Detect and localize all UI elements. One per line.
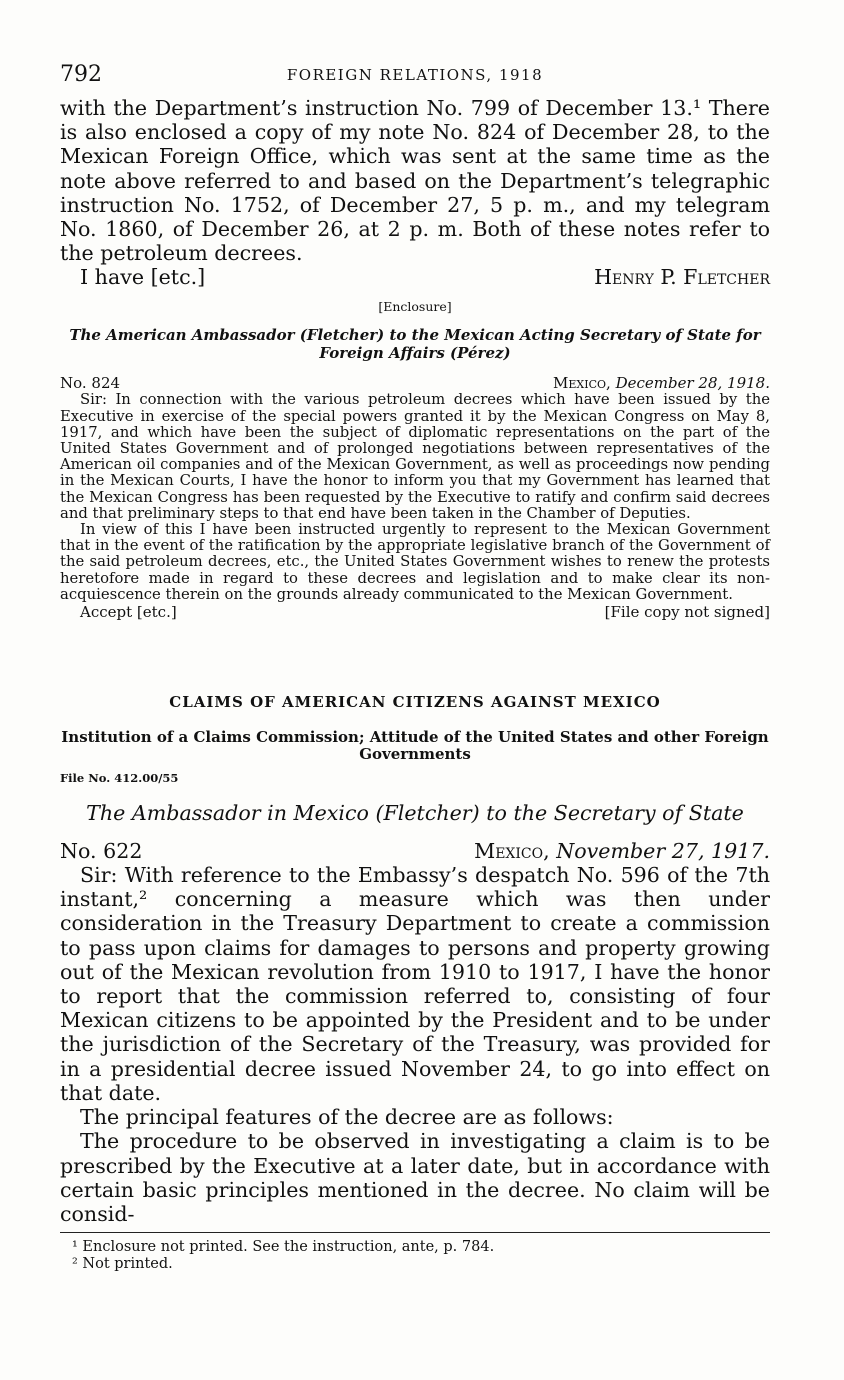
enclosure-paragraph-2: In view of this I have been instructed urgently to represent to the Mexican Government that in the event of the ratification by the appropriate legislative branch of the Government of the said petroleum decrees, etc., the United States Government wishes to renew the protests heretofore made in regard to these decrees and legislation and to make clear its non-acquiescence therein on the grounds already communicated to the Mexican Government.	[60, 521, 770, 603]
enclosure-signoff	[60, 603, 770, 621]
file-number: File No. 412.00/55	[60, 771, 179, 786]
letter2-paragraph-1: Sir: With reference to the Embassy’s despatch No. 596 of the 7th instant,² concerning a measure which was then under consideration in the Treasury Department to create a commission to pass upon claims for damages to persons and property growing out of the Mexican revolution from 1910 to 1917, I have the honor to report that the commission referred to, consisting of four Mexican citizens to be appointed by the President and to be under the jurisdiction of the Secretary of the Treasury, was provided for in a presidential decree issued November 24, to go into effect on that date.	[60, 863, 770, 1105]
letter2-paragraph-2: The principal features of the decree are as follows:	[80, 1105, 614, 1130]
footnotes	[60, 1239, 770, 1273]
running-head: FOREIGN RELATIONS, 1918	[286, 66, 544, 84]
letter1-paragraph: with the Department’s instruction No. 799 of December 13.¹ There is also enclosed a copy of my note No. 824 of December 28, to the Mexican Foreign Office, which was sent at the same time as the note above referred to and based on the Department’s telegraphic instruction No. 1752, of December 27, 5 p. m., and my telegram No. 1860, of December 26, at 2 p. m. Both of these notes refer to the petroleum decrees.	[60, 96, 770, 266]
enclosure-label: [Enclosure]	[378, 299, 452, 315]
section-subheading: Institution of a Claims Commission; Attitude of the United States and other Foreign Governments	[61, 728, 769, 764]
letter2-body	[60, 863, 770, 1226]
letter2-place: Mexico,	[474, 839, 550, 864]
enclosure-date: December 28, 1918.	[615, 374, 770, 393]
letter2-paragraph-3: The procedure to be observed in investigating a claim is to be prescribed by the Executive at a later date, but in accordance with certain basic principles mentioned in the decree. No claim will be consid-	[60, 1129, 770, 1226]
letter2-date: November 27, 1917.	[556, 839, 770, 864]
footnote-2: ² Not printed.	[72, 1256, 173, 1273]
letter1	[60, 96, 770, 265]
page	[60, 62, 770, 1273]
enclosure-note: [File copy not signed]	[604, 603, 770, 622]
enclosure-dateline	[60, 374, 770, 392]
letter1-closing: I have [etc.]	[80, 265, 206, 290]
page-header	[60, 62, 770, 96]
enclosure-number: No. 824	[60, 374, 121, 393]
enclosure-place: Mexico,	[553, 374, 611, 393]
enclosure-paragraph-1: Sir: In connection with the various petroleum decrees which have been issued by the Executive in exercise of the special powers granted it by the Mexican Congress on May 8, 1917, and which have been the subject of diplomatic representations on the part of the United States Government and of prolonged negotiations between representatives of the American oil companies and of the Mexican Government, as well as proceedings now pending in the Mexican Courts, I have the honor to inform you that my Government has learned that the Mexican Congress has been requested by the Executive to ratify and confirm said decrees and that preliminary steps to that end have been taken in the Chamber of Deputies.	[60, 391, 770, 522]
enclosure-body	[60, 392, 770, 603]
footnote-1: ¹ Enclosure not printed. See the instruction, ante, p. 784.	[72, 1239, 495, 1256]
letter2-number: No. 622	[60, 839, 143, 864]
section-heading: CLAIMS OF AMERICAN CITIZENS AGAINST MEXICO	[169, 693, 661, 712]
letter2-title: The Ambassador in Mexico (Fletcher) to the Secretary of State	[86, 801, 744, 826]
enclosure-title: The American Ambassador (Fletcher) to the Mexican Acting Secretary of State for Foreign Affairs (Pérez)	[69, 326, 761, 363]
enclosure-closing: Accept [etc.]	[80, 603, 177, 622]
letter1-signature: Henry P. Fletcher	[594, 265, 770, 290]
footnote-divider	[60, 1232, 770, 1233]
letter2-dateline	[60, 839, 770, 863]
letter1-signoff	[60, 265, 770, 289]
page-number: 792	[60, 62, 102, 87]
